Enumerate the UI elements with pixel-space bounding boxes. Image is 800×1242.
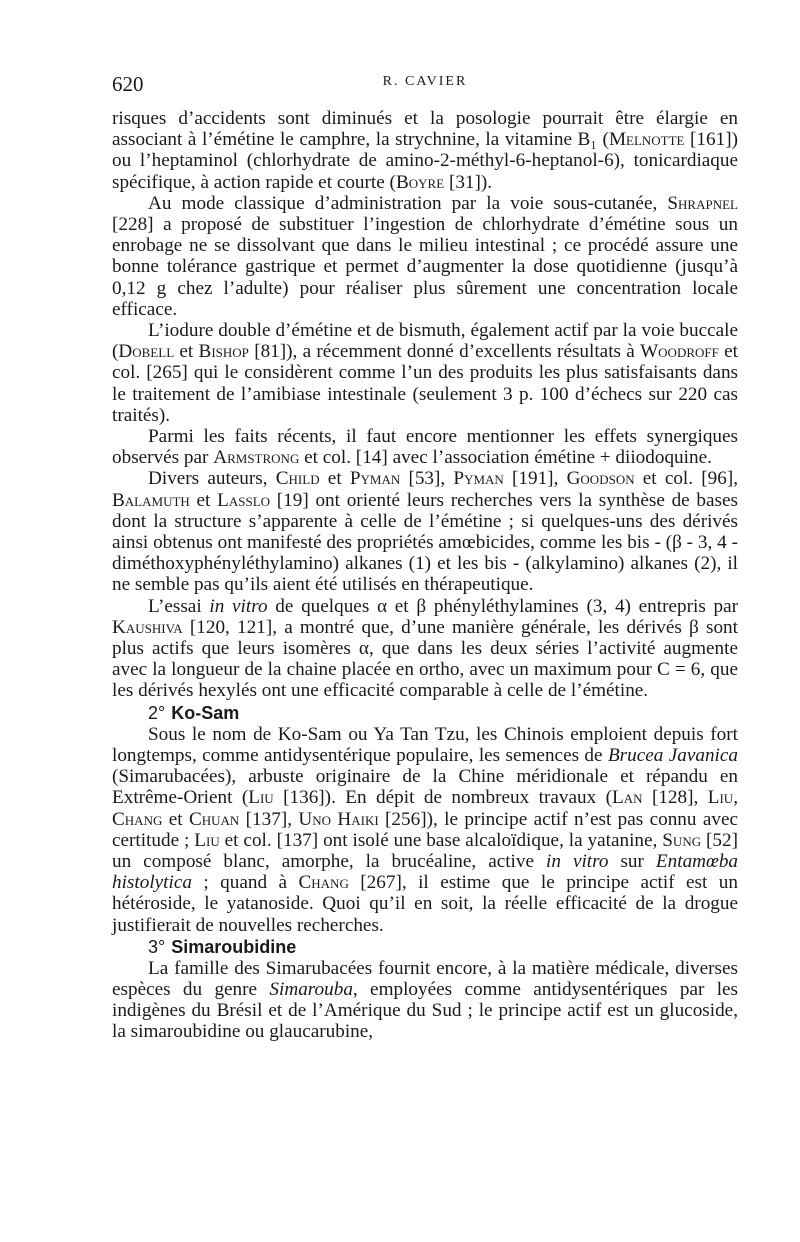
paragraph: Divers auteurs, Child et Pyman [53], Pyman [191], Goodson et col. [96], Balamuth et Lasslo [19] ont orienté leurs recherches vers la synthèse de bases dont la structure s’apparente à celle de l’émétine ; si quelques-uns des dérivés ainsi obtenus ont manifesté des propriétés amœbicides, comme les bis - (β - 3, 4 - diméthoxyphényléthylamino) alkanes (1) et les bis - (alkylamino) alkanes (2), il ne semble pas qu’ils aient été utilisés en thérapeutique. — [112, 468, 739, 596]
section-heading-ko-sam: 2° Ko-Sam — [148, 702, 240, 723]
paragraph: risques d’accidents sont diminués et la posologie pourrait être élargie en associant à l’émétine le camphre, la strychnine, la vitamine B₁ (Melnotte [161]) ou l’heptaminol (chlorhydrate de amino-2-méthyl-6-heptanol-6), tonicardiaque spécifique, à action rapide et courte (Boyre [31]). — [112, 108, 738, 193]
body-text — [112, 108, 738, 1043]
paragraph: Au mode classique d’administration par la voie sous-cutanée, Shrapnel [228] a proposé de substituer l’ingestion de chlorhydrate d’émétine sous un enrobage ne se dissolvant que dans le milieu intestinal ; ce procédé assure une bonne tolérance gastrique et permet d’augmenter la dose quotidienne (jusqu’à 0,12 g chez l’adulte) pour réaliser plus sûrement une concentration locale efficace. — [112, 192, 738, 320]
running-head-author: R. CAVIER — [382, 74, 468, 89]
paragraph: Sous le nom de Ko-Sam ou Ya Tan Tzu, les Chinois emploient depuis fort longtemps, comme antidysentérique populaire, les semences de Brucea Javanica (Simarubacées), arbuste originaire de la Chine méridionale et répandu en Extrême-Orient (Liu [136]). En dépit de nombreux travaux (Lan [128], Liu, Chang et Chuan [137], Uno Haiki [256]), le principe actif n’est pas connu avec certitude ; Liu et col. [137] ont isolé une base alcaloïdique, la yatanine, Sung [52] un composé blanc, amorphe, la brucéaline, active in vitro sur Entamœba histolytica ; quand à Chang [267], il estime que le principe actif est un hétéroside, le yatanoside. Quoi qu’il en soit, la réelle efficacité de la drogue justifierait de nouvelles recherches. — [112, 723, 739, 936]
page-number: 620 — [112, 72, 144, 96]
running-header — [112, 72, 738, 96]
paragraph: Parmi les faits récents, il faut encore mentionner les effets synergiques observés par Armstrong et col. [14] avec l’association émétine + diiodoquine. — [112, 426, 738, 469]
paragraph: L’essai in vitro de quelques α et β phényléthylamines (3, 4) entrepris par Kaushiva [120, 121], a montré que, d’une manière générale, les dérivés β sont plus actifs que leurs isomères α, que dans les deux séries l’activité augmente avec la longueur de la chaine placée en ortho, avec un maximum pour C = 6, que les dérivés hexylés ont une efficacité comparable à celle de l’émétine. — [112, 595, 739, 702]
section-heading-simaroubidine: 3° Simaroubidine — [148, 936, 297, 957]
paragraph: La famille des Simarubacées fournit encore, à la matière médicale, diverses espèces du genre Simarouba, employées comme antidysentériques par les indigènes du Brésil et de l’Amérique du Sud ; le principe actif est un glucoside, la simaroubidine ou glaucarubine, — [112, 957, 739, 1043]
paragraph: L’iodure double d’émétine et de bismuth, également actif par la voie buccale (Dobell et Bishop [81]), a récemment donné d’excellents résultats à Woodroff et col. [265] qui le considèrent comme l’un des produits les plus satisfaisants dans le traitement de l’amibiase intestinale (seulement 3 p. 100 d’échecs sur 220 cas traités). — [112, 320, 738, 426]
